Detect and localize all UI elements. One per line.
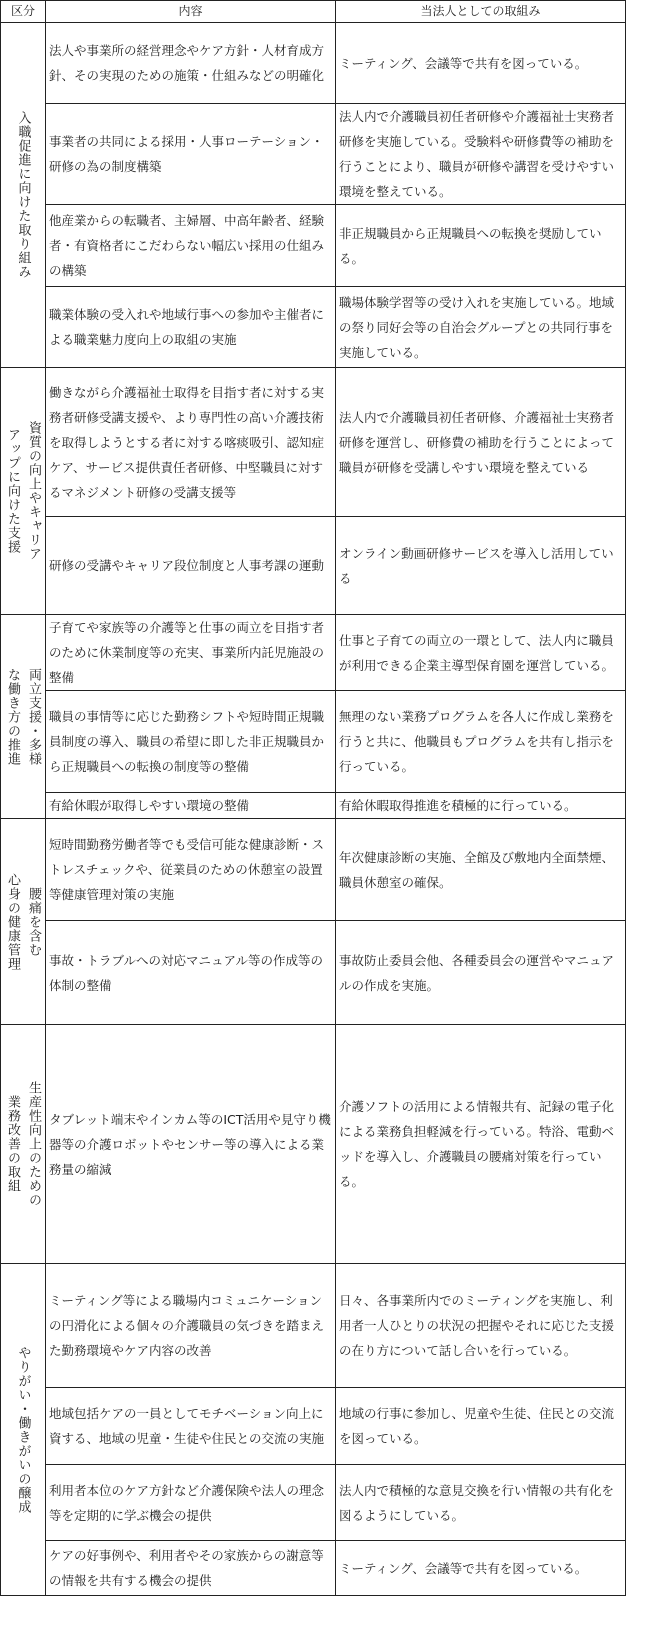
header-content: 内容 xyxy=(46,1,336,23)
table-row xyxy=(1,1541,626,1596)
table-row xyxy=(1,1388,626,1465)
table-row xyxy=(1,1465,626,1541)
category-sublabel: 両立支援・多様 xyxy=(26,667,41,766)
initiative-cell: 仕事と子育ての両立の一環として、法人内に職員が利用できる企業主導型保育園を運営している。 xyxy=(336,615,626,691)
table-row xyxy=(1,104,626,205)
content-cell: ケアの好事例や、利用者やその家族からの謝意等の情報を共有する機会の提供 xyxy=(46,1541,336,1596)
content-cell: 職業体験の受入れや地域行事への参加や主催者による職業魅力度向上の取組の実施 xyxy=(46,287,336,368)
category-cell-worklife xyxy=(1,615,46,819)
initiative-cell: 非正規職員から正規職員への転換を奨励している。 xyxy=(336,205,626,287)
category-sublabel: 腰痛を含む xyxy=(26,886,41,957)
content-cell: タブレット端末やインカム等のICT活用や見守り機器等の介護ロボットやセンサー等の導入による業務量の縮減 xyxy=(46,1025,336,1264)
content-cell: 研修の受講やキャリア段位制度と人事考課の運動 xyxy=(46,517,336,615)
header-row xyxy=(1,1,626,23)
content-cell: 有給休暇が取得しやすい環境の整備 xyxy=(46,793,336,819)
category-label: 心身の健康管理 xyxy=(5,872,20,971)
table-row xyxy=(1,615,626,691)
initiative-cell: ミーティング、会議等で共有を図っている。 xyxy=(336,1541,626,1596)
initiative-cell: 無理のない業務プログラムを各人に作成し業務を行うと共に、他職員もプログラムを共有し指示を行っている。 xyxy=(336,691,626,793)
table-row xyxy=(1,205,626,287)
initiative-cell: 地域の行事に参加し、児童や生徒、住民との交流を図っている。 xyxy=(336,1388,626,1465)
header-initiative: 当法人としての取組み xyxy=(336,1,626,23)
table-row xyxy=(1,368,626,517)
content-cell: 短時間勤務労働者等でも受信可能な健康診断・ストレスチェックや、従業員のための休憩室の設置等健康管理対策の実施 xyxy=(46,819,336,921)
category-label: な働き方の推進 xyxy=(5,667,20,766)
content-cell: 法人や事業所の経営理念やケア方針・人材育成方針、その実現のための施策・仕組みなどの明確化 xyxy=(46,23,336,104)
initiative-cell: 法人内で介護職員初任者研修や介護福祉士実務者研修を実施している。受験料や研修費等の補助を行うことにより、職員が研修や講習を受けやすい環境を整えている。 xyxy=(336,104,626,205)
table-row xyxy=(1,921,626,1025)
header-category: 区分 xyxy=(1,1,46,23)
table-row xyxy=(1,1264,626,1388)
category-cell-recruitment xyxy=(1,23,46,368)
content-cell: 利用者本位のケア方針など介護保険や法人の理念等を定期的に学ぶ機会の提供 xyxy=(46,1465,336,1541)
category-label: アップに向けた支援 xyxy=(5,428,20,554)
content-cell: 働きながら介護福祉士取得を目指す者に対する実務者研修受講支援や、より専門性の高い介護技術を取得しようとする者に対する喀痰吸引、認知症ケア、サービス提供責任者研修、中堅職員に対するマネジメント研修の受講支援等 xyxy=(46,368,336,517)
table-row xyxy=(1,793,626,819)
content-cell: 他産業からの転職者、主婦層、中高年齢者、経験者・有資格者にこだわらない幅広い採用の仕組みの構築 xyxy=(46,205,336,287)
initiative-cell: 職場体験学習等の受け入れを実施している。地域の祭り同好会等の自治会グループとの共同行事を実施している。 xyxy=(336,287,626,368)
table-row xyxy=(1,23,626,104)
content-cell: 地域包括ケアの一員としてモチベーション向上に資する、地域の児童・生徒や住民との交流の実施 xyxy=(46,1388,336,1465)
initiative-cell: 介護ソフトの活用による情報共有、記録の電子化による業務負担軽減を行っている。特浴、電動ベッドを導入し、介護職員の腰痛対策を行っている。 xyxy=(336,1025,626,1264)
table-row xyxy=(1,1025,626,1264)
initiative-cell: ミーティング、会議等で共有を図っている。 xyxy=(336,23,626,104)
category-sublabel: 生産性向上のための xyxy=(26,1081,41,1207)
category-label: 業務改善の取組 xyxy=(5,1095,20,1193)
category-sublabel: 資質の向上やキャリア xyxy=(26,421,41,561)
content-cell: 職員の事情等に応じた勤務シフトや短時間正規職員制度の導入、職員の希望に即した非正規職員から正規職員への転換の制度等の整備 xyxy=(46,691,336,793)
category-cell-career xyxy=(1,368,46,615)
content-cell: 事故・トラブルへの対応マニュアル等の作成等の体制の整備 xyxy=(46,921,336,1025)
initiative-cell: 事故防止委員会他、各種委員会の運営やマニュアルの作成を実施。 xyxy=(336,921,626,1025)
initiative-cell: 年次健康診断の実施、全館及び敷地内全面禁煙、職員休憩室の確保。 xyxy=(336,819,626,921)
initiative-cell: 日々、各事業所内でのミーティングを実施し、利用者一人ひとりの状況の把握やそれに応じた支援の在り方について話し合いを行っている。 xyxy=(336,1264,626,1388)
table-row xyxy=(1,691,626,793)
table-row xyxy=(1,819,626,921)
category-cell-motivation xyxy=(1,1264,46,1596)
initiative-cell: 法人内で介護職員初任者研修、介護福祉士実務者研修を運営し、研修費の補助を行うことによって職員が研修を受講しやすい環境を整えている xyxy=(336,368,626,517)
category-label: 入職促進に向けた取り組み xyxy=(15,111,31,279)
content-cell: 子育てや家族等の介護等と仕事の両立を目指す者のために休業制度等の充実、事業所内託児施設の整備 xyxy=(46,615,336,691)
category-cell-productivity xyxy=(1,1025,46,1264)
content-cell: ミーティング等による職場内コミュニケーションの円滑化による個々の介護職員の気づきを踏まえた勤務環境やケア内容の改善 xyxy=(46,1264,336,1388)
table-row xyxy=(1,517,626,615)
content-cell: 事業者の共同による採用・人事ローテーション・研修の為の制度構築 xyxy=(46,104,336,205)
initiative-cell: 法人内で積極的な意見交換を行い情報の共有化を図るようにしている。 xyxy=(336,1465,626,1541)
table-row xyxy=(1,287,626,368)
initiative-cell: 有給休暇取得推進を積極的に行っている。 xyxy=(336,793,626,819)
initiative-cell: オンライン動画研修サービスを導入し活用している xyxy=(336,517,626,615)
category-label: やりがい・働きがいの醸成 xyxy=(15,1345,31,1514)
category-cell-health xyxy=(1,819,46,1025)
